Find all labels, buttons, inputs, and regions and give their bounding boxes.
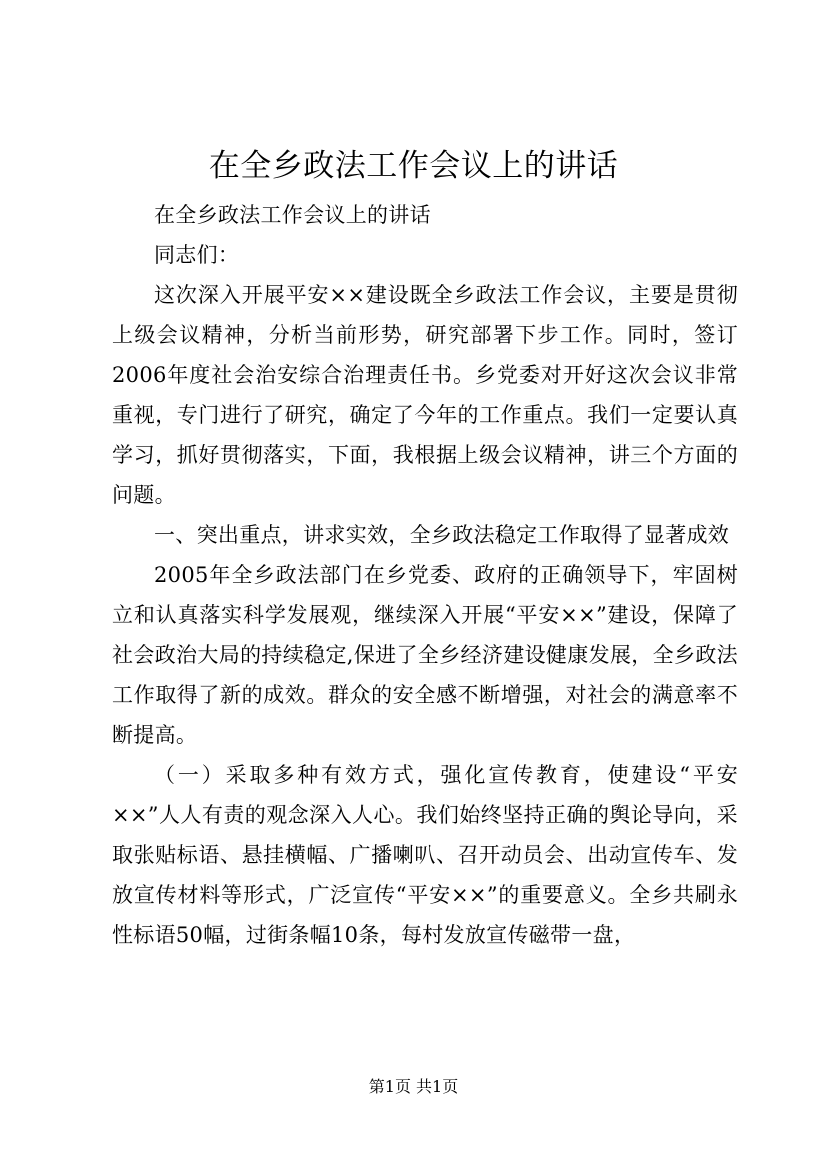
document-body xyxy=(112,195,738,955)
intro-paragraph: 这次深入开展平安××建设既全乡政法工作会议，主要是贯彻上级会议精神，分析当前形势，研究部署下步工作。同时，签订2006年度社会治安综合治理责任书。乡党委对开好这次会议非常重视，专门进行了研究，确定了今年的工作重点。我们一定要认真学习，抓好贯彻落实，下面，我根据上级会议精神，讲三个方面的问题。 xyxy=(112,283,738,507)
page-footer: 第1页 共1页 xyxy=(368,1077,459,1096)
document-title: 在全乡政法工作会议上的讲话 xyxy=(208,148,619,184)
section-heading: 一、突出重点，讲求实效，全乡政法稳定工作取得了显著成效 xyxy=(154,523,730,547)
body-paragraph: 2005年全乡政法部门在乡党委、政府的正确领导下，牢固树立和认真落实科学发展观，继续深入开展“平安××”建设，保障了社会政治大局的持续稳定,保进了全乡经济建设健康发展，全乡政法工作取得了新的成效。群众的安全感不断增强，对社会的满意率不断提高。 xyxy=(112,563,738,747)
salutation-paragraph: 同志们： xyxy=(154,243,240,267)
body-paragraph: （一）采取多种有效方式，强化宣传教育，使建设“平安××”人人有责的观念深入人心。我们始终坚持正确的舆论导向，采取张贴标语、悬挂横幅、广播喇叭、召开动员会、出动宣传车、发放宣传材料等形式，广泛宣传“平安××”的重要意义。全乡共刷永性标语50幅，过街条幅10条，每村发放宣传磁带一盘， xyxy=(112,763,738,947)
subtitle-paragraph: 在全乡政法工作会议上的讲话 xyxy=(154,203,431,227)
